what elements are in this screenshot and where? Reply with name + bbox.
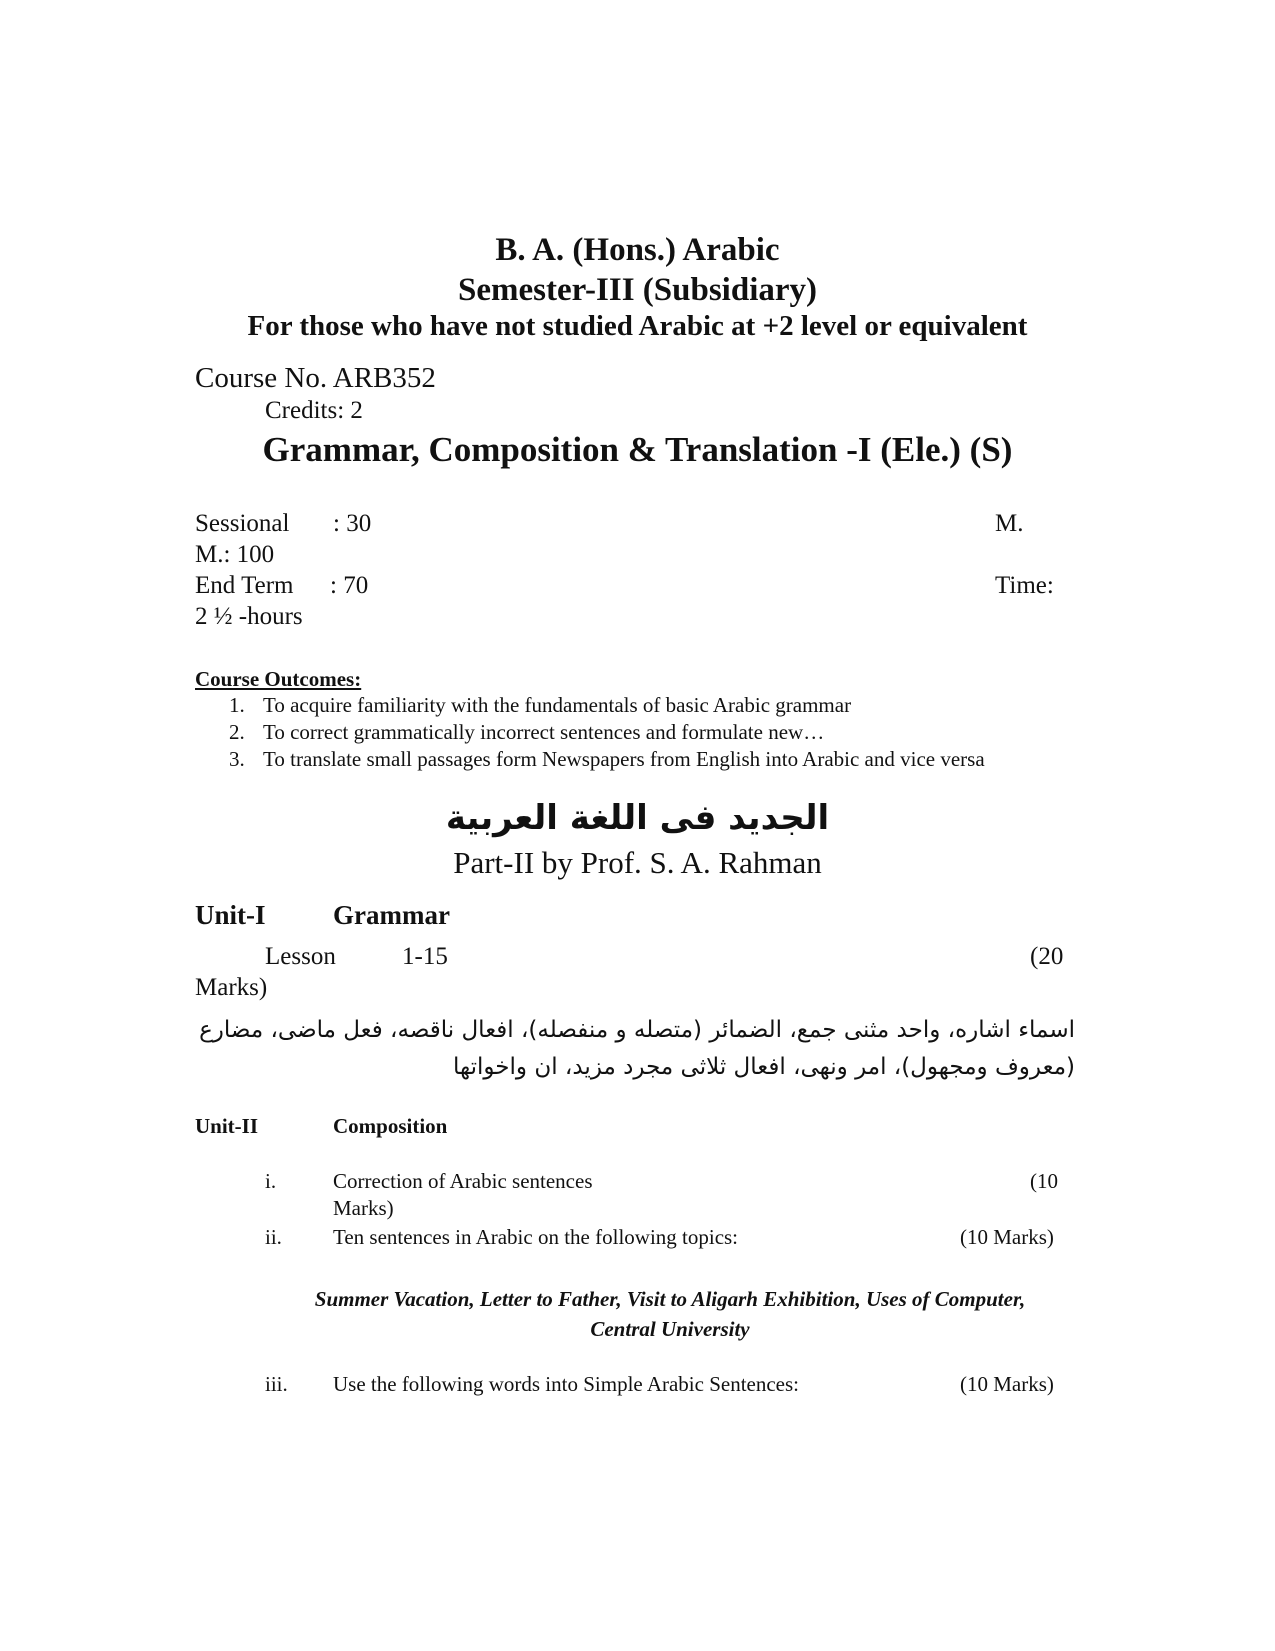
arabic-topics-line: اسماء اشاره، واحد مثنى جمع، الضمائر (متصله و منفصله)، افعال ناقصه، فعل ماضى، مضارع [199, 1017, 1075, 1043]
course-credits: Credits: 2 [265, 397, 363, 424]
outcomes-heading: Course Outcomes: [195, 667, 362, 691]
item-text: Correction of Arabic sentences [333, 1169, 593, 1193]
item-marks: (10 Marks) [960, 1225, 1054, 1249]
max-marks-value: M.: 100 [195, 541, 275, 568]
outcome-text: To correct grammatically incorrect sentences and formulate new… [263, 720, 825, 744]
item-marks: (10 [1030, 1169, 1058, 1193]
composition-topics [255, 1284, 1085, 1344]
item-marks: (10 Marks) [960, 1372, 1054, 1396]
end-term-value: : 70 [330, 572, 369, 599]
arabic-topics-line: (معروف ومجهول)، امر ونهى، افعال ثلاثى مجرد مزيد، ان واخواتها [453, 1054, 1075, 1080]
unit2-label: Unit-II [195, 1114, 259, 1138]
program-title: B. A. (Hons.) Arabic [495, 232, 780, 268]
time-value: 2 ½ -hours [195, 603, 303, 630]
item-number: i. [265, 1169, 277, 1193]
time-label: Time: [995, 572, 1054, 599]
unit1-label: Unit-I [195, 900, 266, 930]
outcome-text: To translate small passages form Newspapers from English into Arabic and vice versa [263, 747, 985, 771]
book-arabic-title: الجديد فی اللغة العربية [445, 798, 830, 838]
item-text: Ten sentences in Arabic on the following topics: [333, 1225, 739, 1249]
outcome-number: 3. [229, 747, 245, 771]
sessional-label: Sessional [195, 510, 290, 537]
unit1-arabic-topics [195, 1012, 1075, 1086]
max-marks-label: M. [995, 510, 1024, 537]
lesson-range: 1-15 [402, 943, 448, 970]
unit1-marks-close: Marks) [195, 974, 268, 1001]
course-number: Course No. ARB352 [195, 362, 436, 394]
eligibility-note: For those who have not studied Arabic at +2 level or equivalent [247, 310, 1028, 342]
book-part: Part-II by Prof. S. A. Rahman [453, 845, 822, 880]
outcome-number: 2. [229, 720, 245, 744]
unit1-name: Grammar [333, 900, 450, 930]
item-marks-cont: Marks) [333, 1196, 394, 1220]
course-title: Grammar, Composition & Translation -I (Ele.) (S) [262, 430, 1013, 469]
outcome-text: To acquire familiarity with the fundamentals of basic Arabic grammar [263, 693, 852, 717]
unit1-marks-open: (20 [1030, 943, 1064, 970]
unit2-name: Composition [333, 1114, 448, 1138]
topics-line: Central University [590, 1317, 750, 1341]
sessional-value: : 30 [333, 510, 372, 537]
outcome-number: 1. [229, 693, 245, 717]
end-term-label: End Term [195, 572, 294, 599]
item-number: ii. [265, 1225, 282, 1249]
topics-line: Summer Vacation, Letter to Father, Visit to Aligarh Exhibition, Uses of Computer, [314, 1287, 1026, 1311]
item-text: Use the following words into Simple Arabic Sentences: [333, 1372, 800, 1396]
semester-title: Semester-III (Subsidiary) [457, 272, 818, 308]
item-number: iii. [265, 1372, 288, 1396]
lesson-label: Lesson [265, 943, 336, 970]
